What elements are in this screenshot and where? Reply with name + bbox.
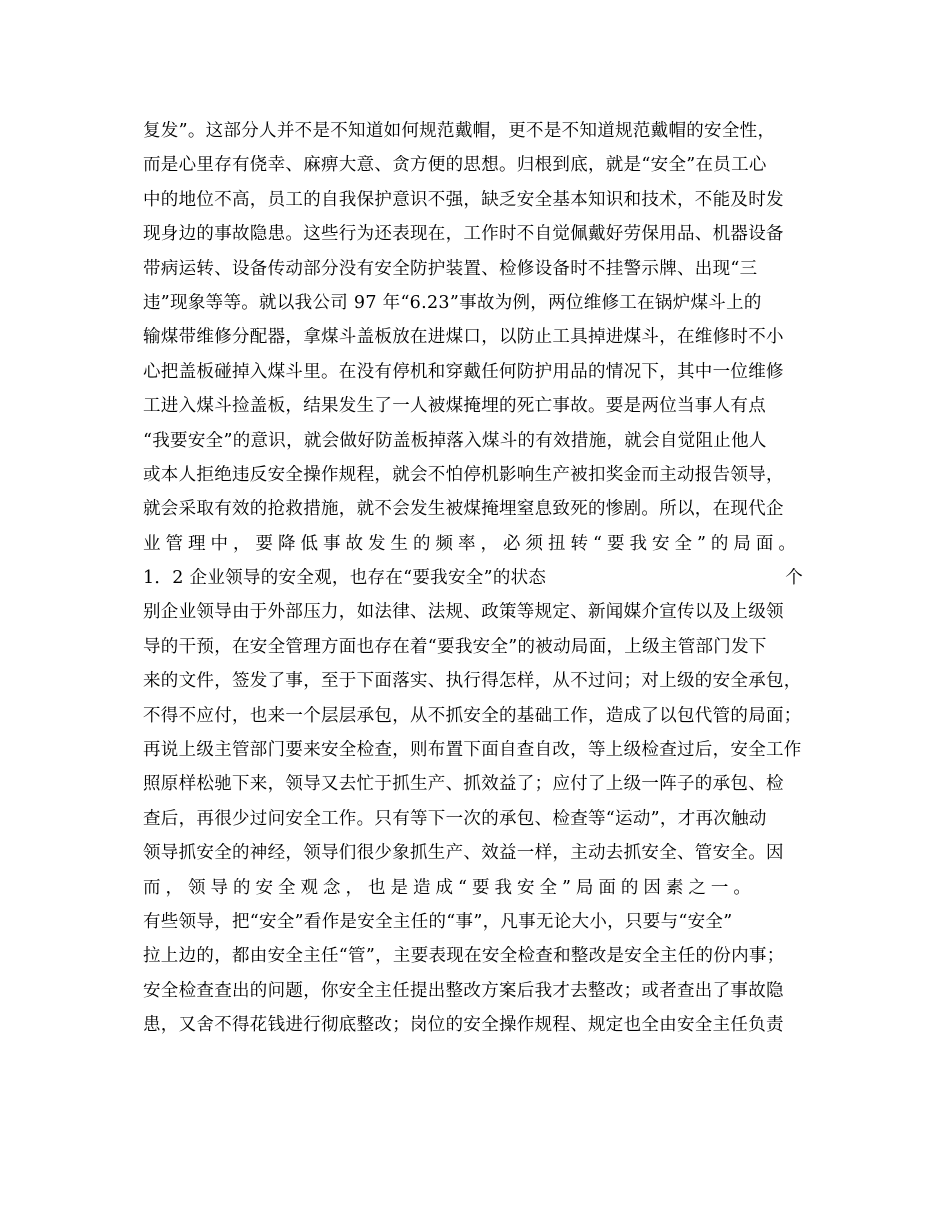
text-line: 复发”。这部分人并不是不知道如何规范戴帽，更不是不知道规范戴帽的安全性， <box>143 121 776 141</box>
text-line: 而，领导的安全观念，也是造成“要我安全”局面的因素之一。 <box>143 877 756 898</box>
text-line: 工进入煤斗捡盖板，结果发生了一人被煤掩埋的死亡事故。要是两位当事人有点 <box>143 396 766 417</box>
text-line: 领导抓安全的神经，领导们很少象抓生产、效益一样，主动去抓安全、管安全。因 <box>143 843 784 864</box>
text-line: 现身边的事故隐患。这些行为还表现在，工作时不自觉佩戴好劳保用品、机器设备 <box>143 224 784 245</box>
text-line: 再说上级主管部门要来安全检查，则布置下面自查自改，等上级检查过后，安全工作 <box>143 740 802 761</box>
text-line: 不得不应付，也来一个层层承包，从不抓安全的基础工作，造成了以包代管的局面； <box>143 705 802 726</box>
text-line: 安全检查查出的问题，你安全主任提出整改方案后我才去整改；或者查出了事故隐 <box>143 980 784 1001</box>
text-line: 输煤带维修分配器，拿煤斗盖板放在进煤口，以防止工具掉进煤斗，在维修时不小 <box>143 327 784 348</box>
body-text <box>143 114 813 1043</box>
section-continuation: 个 <box>785 568 803 589</box>
text-line: “我要安全”的意识，就会做好防盖板掉落入煤斗的有效措施，就会自觉阻止他人 <box>143 430 767 451</box>
text-line: 拉上边的，都由安全主任“管”，主要表现在安全检查和整改是安全主任的份内事； <box>143 946 785 967</box>
text-line: 来的文件，签发了事，至于下面落实、执行得怎样，从不过问；对上级的安全承包， <box>143 671 802 692</box>
text-line: 患，又舍不得花钱进行彻底整改；岗位的安全操作规程、规定也全由安全主任负责 <box>143 1015 784 1036</box>
text-line: 有些领导，把“安全”看作是安全主任的“事”，凡事无论大小，只要与“安全” <box>143 911 733 932</box>
text-line: 照原样松驰下来，领导又去忙于抓生产、抓效益了；应付了上级一阵子的承包、检 <box>143 774 784 795</box>
text-line: 导的干预，在安全管理方面也存在着“要我安全”的被动局面，上级主管部门发下 <box>143 636 767 657</box>
section-heading: 1．2 企业领导的安全观，也存在“要我安全”的状态 <box>143 568 547 589</box>
text-line: 业管理中，要降低事故发生的频率，必须扭转“要我安全”的局面。 <box>143 533 801 554</box>
text-line: 查后，再很少过问安全工作。只有等下一次的承包、检查等“运动”，才再次触动 <box>143 808 767 829</box>
section-heading-line <box>143 561 813 595</box>
text-line: 就会采取有效的抢救措施，就不会发生被煤掩埋窒息致死的惨剧。所以，在现代企 <box>143 499 784 520</box>
text-line: 别企业领导由于外部压力，如法律、法规、政策等规定、新闻媒介宣传以及上级领 <box>143 602 784 623</box>
text-line: 心把盖板碰掉入煤斗里。在没有停机和穿戴任何防护用品的情况下，其中一位维修 <box>143 361 784 382</box>
text-line: 或本人拒绝违反安全操作规程，就会不怕停机影响生产被扣奖金而主动报告领导， <box>143 464 784 485</box>
text-line: 带病运转、设备传动部分没有安全防护装置、检修设备时不挂警示牌、出现“三 <box>143 258 758 279</box>
text-line: 违”现象等等。就以我公司 97 年“6.23”事故为例，两位维修工在锅炉煤斗上的 <box>143 292 762 313</box>
text-line: 中的地位不高，员工的自我保护意识不强，缺乏安全基本知识和技术，不能及时发 <box>143 189 784 210</box>
text-line: 而是心里存有侥幸、麻痹大意、贪方便的思想。归根到底，就是“安全”在员工心 <box>143 155 767 176</box>
